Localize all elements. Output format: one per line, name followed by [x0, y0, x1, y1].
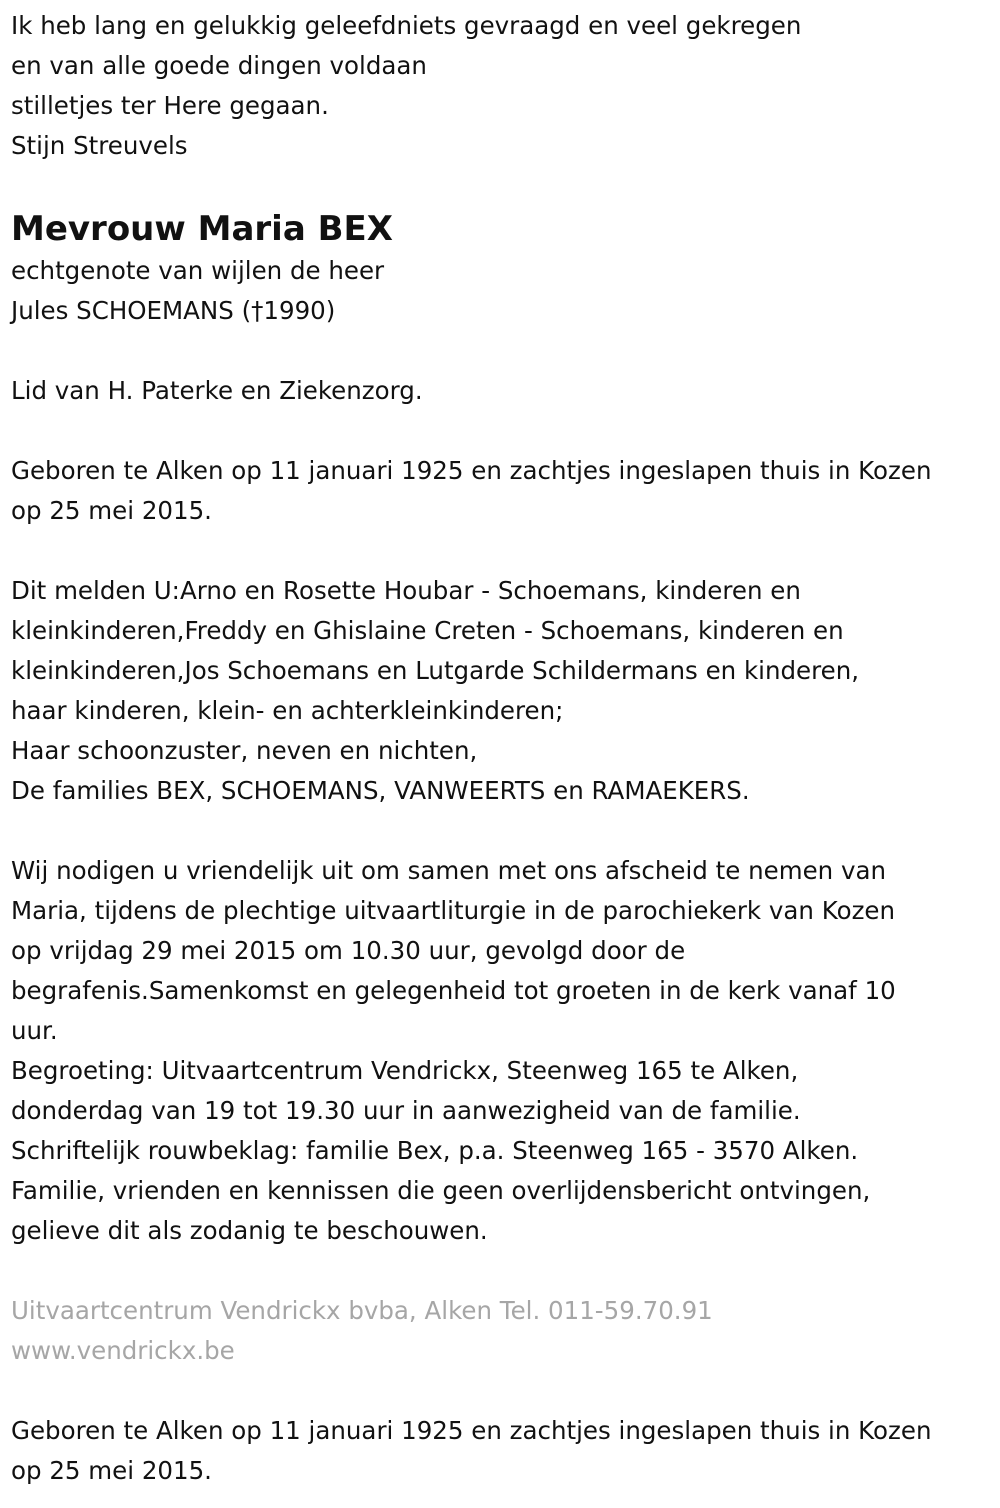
- spacer: [11, 331, 1000, 371]
- birth-death-line: Geboren te Alken op 11 januari 1925 en zachtjes ingeslapen thuis in Kozen: [11, 1416, 932, 1445]
- birth-death-paragraph-repeat: [11, 1411, 1000, 1491]
- announcement-line: haar kinderen, klein- en achterkleinkinderen;: [11, 696, 564, 725]
- poem-line: stilletjes ter Here gegaan.: [11, 91, 329, 120]
- ceremony-line: gelieve dit als zodanig te beschouwen.: [11, 1216, 488, 1245]
- birth-death-line: Geboren te Alken op 11 januari 1925 en zachtjes ingeslapen thuis in Kozen: [11, 456, 932, 485]
- ceremony-line: Maria, tijdens de plechtige uitvaartliturgie in de parochiekerk van Kozen: [11, 896, 896, 925]
- announcement-line: Dit melden U:Arno en Rosette Houbar - Schoemans, kinderen en: [11, 576, 801, 605]
- ceremony-line: Begroeting: Uitvaartcentrum Vendrickx, Steenweg 165 te Alken,: [11, 1056, 799, 1085]
- announcement-line: De families BEX, SCHOEMANS, VANWEERTS en RAMAEKERS.: [11, 776, 750, 805]
- birth-death-paragraph: [11, 451, 1000, 531]
- ceremony-paragraph: [11, 851, 1000, 1251]
- poem-line: en van alle goede dingen voldaan: [11, 51, 427, 80]
- spouse-line: Jules SCHOEMANS (†1990): [11, 296, 336, 325]
- announcement-line: kleinkinderen,Jos Schoemans en Lutgarde Schildermans en kinderen,: [11, 656, 860, 685]
- ceremony-line: Schriftelijk rouwbeklag: familie Bex, p.a. Steenweg 165 - 3570 Alken.: [11, 1136, 859, 1165]
- announcement-line: Haar schoonzuster, neven en nichten,: [11, 736, 478, 765]
- spacer: [11, 411, 1000, 451]
- spacer: [11, 531, 1000, 571]
- ceremony-line: Familie, vrienden en kennissen die geen overlijdensbericht ontvingen,: [11, 1176, 871, 1205]
- announcement-paragraph: [11, 571, 1000, 811]
- spacer: [11, 811, 1000, 851]
- funeral-home-website: www.vendrickx.be: [11, 1336, 235, 1365]
- poem-line: Ik heb lang en gelukkig geleefdniets gevraagd en veel gekregen: [11, 11, 802, 40]
- spacer: [11, 166, 1000, 206]
- funeral-home-line: Uitvaartcentrum Vendrickx bvba, Alken Tel. 011-59.70.91: [11, 1296, 713, 1325]
- birth-death-line: op 25 mei 2015.: [11, 1456, 212, 1485]
- deceased-name: Mevrouw Maria BEX: [11, 209, 393, 249]
- ceremony-line: op vrijdag 29 mei 2015 om 10.30 uur, gevolgd door de: [11, 936, 686, 965]
- funeral-home-footer: [11, 1291, 1000, 1371]
- ceremony-line: begrafenis.Samenkomst en gelegenheid tot groeten in de kerk vanaf 10: [11, 976, 896, 1005]
- birth-death-line: op 25 mei 2015.: [11, 496, 212, 525]
- poem: [11, 6, 1000, 166]
- spouse-line: echtgenote van wijlen de heer: [11, 256, 385, 285]
- ceremony-line: donderdag van 19 tot 19.30 uur in aanwezigheid van de familie.: [11, 1096, 801, 1125]
- poem-author: Stijn Streuvels: [11, 131, 188, 160]
- spacer: [11, 1371, 1000, 1411]
- announcement-line: kleinkinderen,Freddy en Ghislaine Creten - Schoemans, kinderen en: [11, 616, 844, 645]
- spacer: [11, 1251, 1000, 1291]
- ceremony-line: Wij nodigen u vriendelijk uit om samen met ons afscheid te nemen van: [11, 856, 887, 885]
- membership: Lid van H. Paterke en Ziekenzorg.: [11, 376, 423, 405]
- ceremony-line: uur.: [11, 1016, 58, 1045]
- deceased-info: [11, 209, 1000, 331]
